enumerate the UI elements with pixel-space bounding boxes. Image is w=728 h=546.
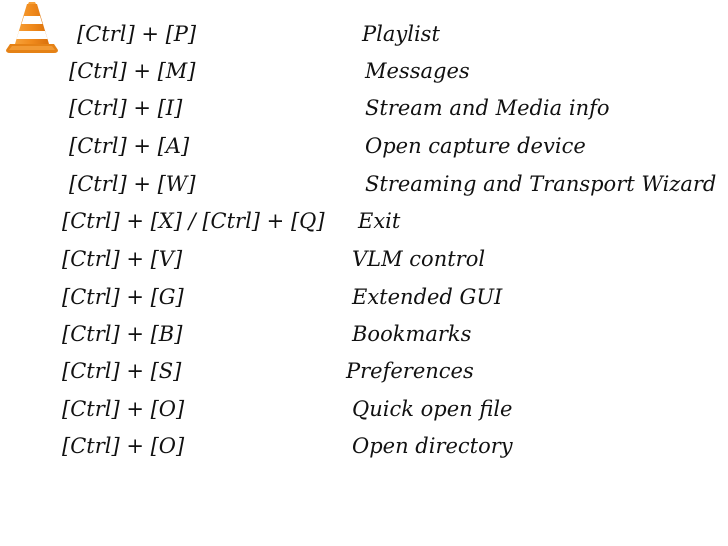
shortcut-key: [Ctrl] + [A] bbox=[69, 134, 190, 158]
shortcut-action: Messages bbox=[365, 59, 470, 83]
shortcut-action: Stream and Media info bbox=[365, 96, 610, 120]
shortcut-key: [Ctrl] + [M] bbox=[69, 59, 196, 83]
shortcut-key: [Ctrl] + [X] / [Ctrl] + [Q] bbox=[62, 209, 325, 233]
shortcut-row bbox=[0, 356, 728, 386]
shortcut-action: Open directory bbox=[352, 434, 513, 458]
shortcut-action: Bookmarks bbox=[352, 322, 472, 346]
shortcut-row bbox=[0, 56, 728, 86]
shortcut-row bbox=[0, 206, 728, 236]
shortcut-row bbox=[0, 282, 728, 312]
shortcut-row bbox=[0, 169, 728, 199]
shortcut-action: Playlist bbox=[362, 22, 440, 46]
shortcut-action: Exit bbox=[358, 209, 401, 233]
shortcut-action: Quick open file bbox=[352, 397, 513, 421]
shortcut-key: [Ctrl] + [I] bbox=[69, 96, 183, 120]
shortcut-action: Streaming and Transport Wizard bbox=[365, 172, 717, 196]
shortcut-row bbox=[0, 19, 728, 49]
shortcut-key: [Ctrl] + [O] bbox=[62, 397, 185, 421]
shortcut-key: [Ctrl] + [W] bbox=[69, 172, 196, 196]
shortcut-row bbox=[0, 431, 728, 461]
shortcut-key: [Ctrl] + [O] bbox=[62, 434, 185, 458]
shortcut-row bbox=[0, 131, 728, 161]
shortcut-action: Extended GUI bbox=[352, 285, 503, 309]
shortcut-row bbox=[0, 244, 728, 274]
shortcut-action: VLM control bbox=[352, 247, 486, 271]
shortcut-row bbox=[0, 93, 728, 123]
shortcut-action: Preferences bbox=[346, 359, 474, 383]
shortcut-action: Open capture device bbox=[365, 134, 586, 158]
shortcut-row bbox=[0, 319, 728, 349]
shortcut-row bbox=[0, 394, 728, 424]
shortcut-key: [Ctrl] + [G] bbox=[62, 285, 184, 309]
shortcut-key: [Ctrl] + [S] bbox=[62, 359, 182, 383]
shortcut-key: [Ctrl] + [V] bbox=[62, 247, 183, 271]
shortcut-key: [Ctrl] + [P] bbox=[77, 22, 197, 46]
shortcut-key: [Ctrl] + [B] bbox=[62, 322, 183, 346]
